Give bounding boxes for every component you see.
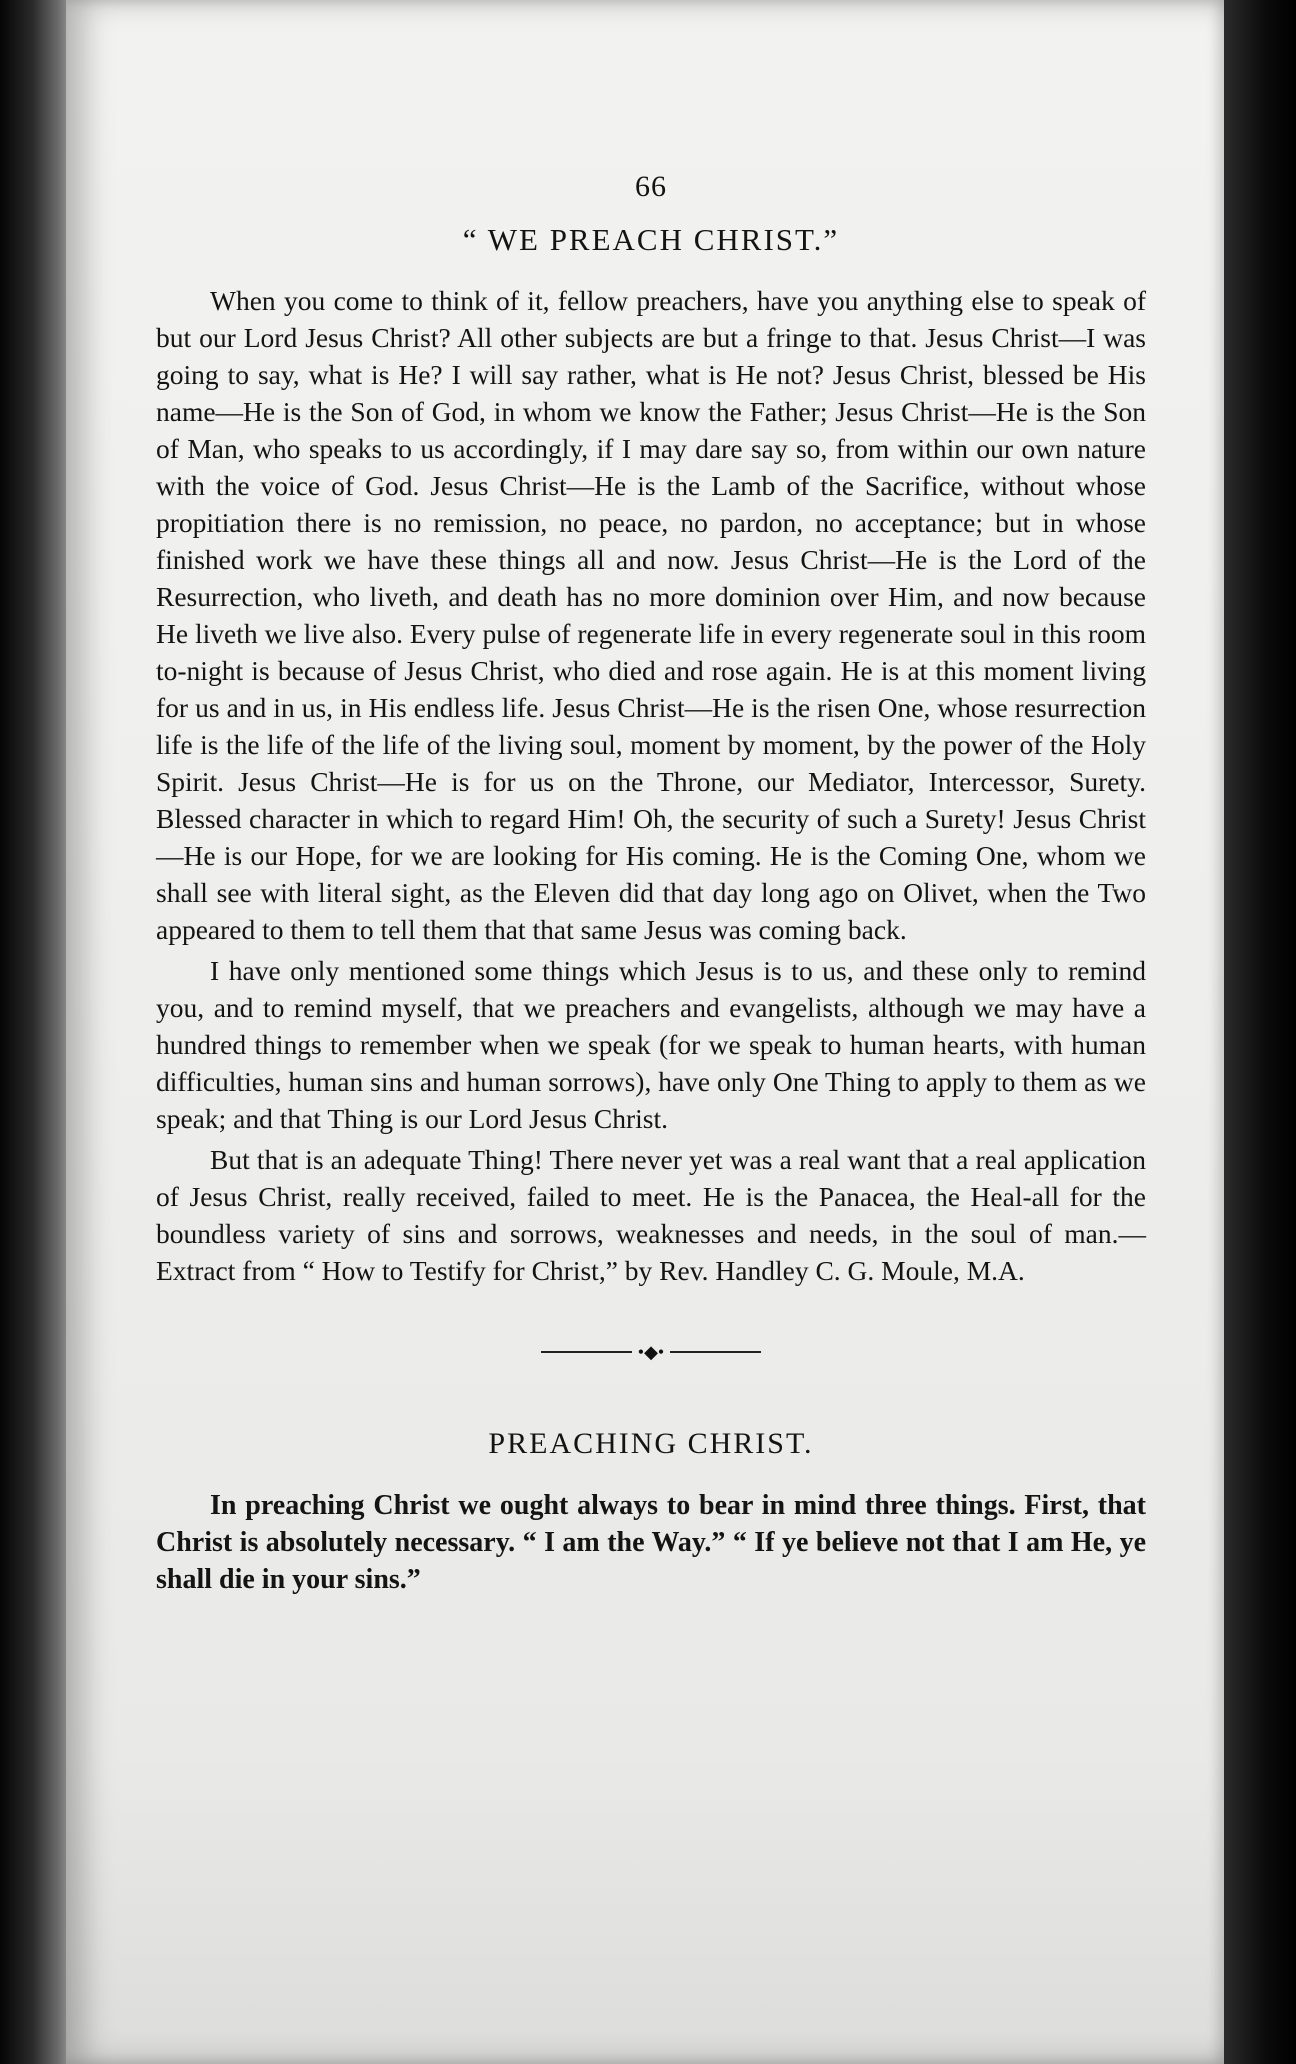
article2-paragraph-1: In preaching Christ we ought always to bear in mind three things. First, that Christ is absolutely necessary. “ I am the Way.” “ If ye believe not that I am He, ye shall die in your sins.” xyxy=(156,1490,1146,1595)
article1-paragraph-1: When you come to think of it, fellow preachers, have you anything else to speak of but our Lord Jesus Christ? All other subjects are but a fringe to that. Jesus Christ—I was going to say, what is He? I will say rather, what is He not? Jesus Christ, blessed be His name—He is the Son of God, in whom we know the Father; Jesus Christ—He is the Son of Man, who speaks to us accordingly, if I may dare say so, from within our own nature with the voice of God. Jesus Christ—He is the Lamb of the Sacrifice, without whose propitiation there is no remission, no peace, no pardon, no acceptance; but in whose finished work we have these things all and now. Jesus Christ—He is the Lord of the Resurrection, who liveth, and death has no more dominion over Him, and now because He liveth we live also. Every pulse of regenerate life in every regenerate soul in this room to-night is because of Jesus Christ, who died and rose again. He is at this moment living for us and in us, in His endless life. Jesus Christ—He is the risen One, whose resurrection life is the life of the life of the living soul, moment by moment, by the power of the Holy Spirit. Jesus Christ—He is for us on the Throne, our Mediator, Intercessor, Surety. Blessed character in which to regard Him! Oh, the security of such a Surety! Jesus Christ—He is our Hope, for we are looking for His coming. He is the Coming One, whom we shall see with literal sight, as the Eleven did that day long ago on Olivet, when the Two appeared to them to tell them that that same Jesus was coming back. xyxy=(156,285,1146,945)
article-title-we-preach-christ: “ WE PREACH CHRIST.” xyxy=(462,222,840,257)
article1-paragraph-3: But that is an adequate Thing! There never yet was a real want that a real application of Jesus Christ, really received, failed to meet. He is the Panacea, the Heal-all for the boundless variety of sins and sorrows, weaknesses and needs, in the soul of man.—Extract from “ How to Testify for Christ,” by Rev. Handley C. G. Moule, M.A. xyxy=(156,1144,1146,1286)
page-edge-shadow xyxy=(1224,0,1296,2064)
divider-line-left xyxy=(541,1351,632,1353)
page-content xyxy=(156,170,1146,1598)
page-number: 66 xyxy=(635,170,667,203)
article-title-preaching-christ: PREACHING CHRIST. xyxy=(488,1427,814,1460)
divider-line-right xyxy=(670,1351,761,1353)
book-gutter-shadow xyxy=(0,0,72,2064)
book-page xyxy=(66,0,1224,2064)
section-divider-ornament xyxy=(541,1342,761,1362)
article1-paragraph-2: I have only mentioned some things which Jesus is to us, and these only to remind you, and to remind myself, that we preachers and evangelists, although we may have a hundred things to remember when we speak (for we speak to human hearts, with human difficulties, human sins and human sorrows), have only One Thing to apply to them as we speak; and that Thing is our Lord Jesus Christ. xyxy=(156,955,1146,1134)
divider-flourish-icon: •◆• xyxy=(637,1342,665,1362)
